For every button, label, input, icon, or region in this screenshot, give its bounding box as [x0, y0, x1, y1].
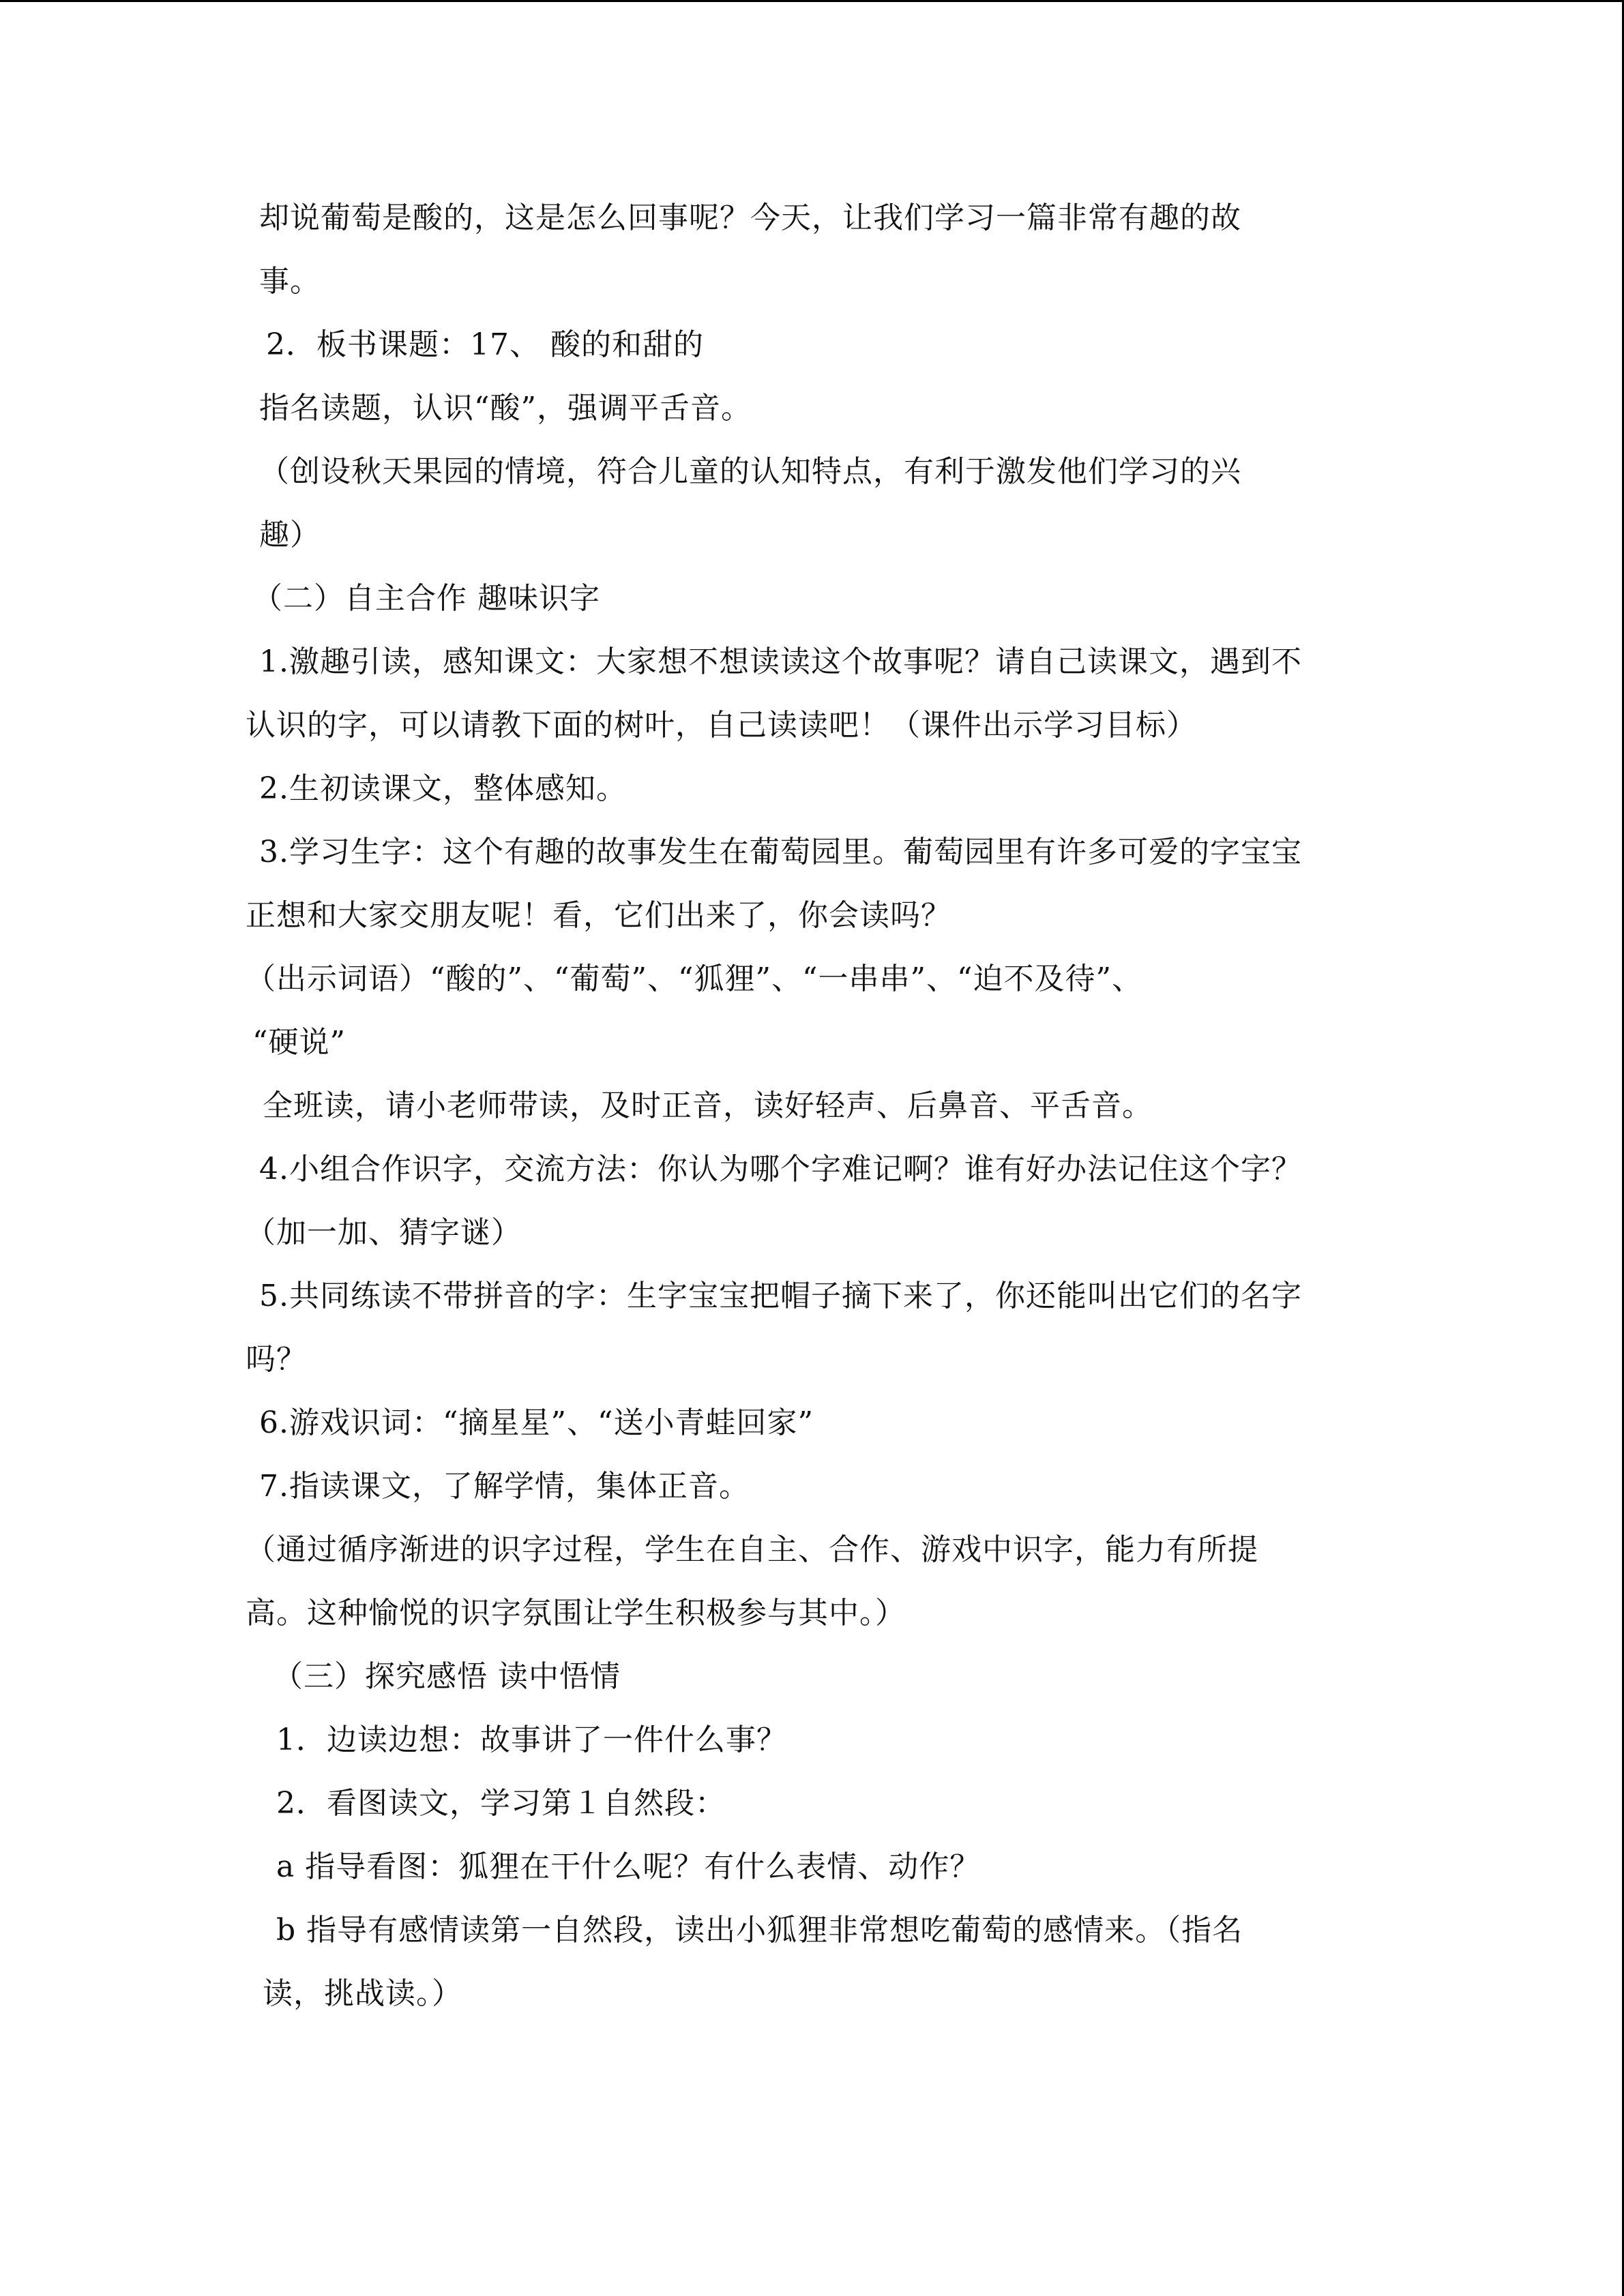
text-line: 6.游戏识词：“摘星星”、“送小青蛙回家” — [259, 1405, 814, 1440]
text-line: 1.激趣引读，感知课文：大家想不想读读这个故事呢？请自己读课文，遇到不 — [259, 644, 1302, 679]
text-line: （加一加、猜字谜） — [246, 1215, 522, 1250]
text-line: （出示词语）“酸的”、“葡萄”、“狐狸”、“一串串”、“迫不及待”、 — [246, 961, 1142, 996]
text-line: （创设秋天果园的情境，符合儿童的认知特点，有利于激发他们学习的兴 — [259, 454, 1241, 489]
text-line: b 指导有感情读第一自然段，读出小狐狸非常想吃葡萄的感情来。（指名 — [276, 1913, 1243, 1948]
page-border-top — [0, 0, 1624, 2]
text-line: 认识的字，可以请教下面的树叶，自己读读吧！（课件出示学习目标） — [246, 708, 1197, 743]
text-line: 2．板书课题：17、 酸的和甜的 — [266, 327, 704, 362]
text-line: 事。 — [259, 264, 321, 299]
text-line: 读，挑战读。） — [263, 1976, 462, 2011]
text-line: 2.生初读课文，整体感知。 — [259, 771, 627, 806]
text-line: 7.指读课文，了解学情，集体正音。 — [259, 1469, 750, 1504]
text-line: 高。这种愉悦的识字氛围让学生积极参与其中。） — [246, 1596, 906, 1630]
text-line: 吗？ — [246, 1342, 307, 1377]
text-line: （通过循序渐进的识字过程，学生在自主、合作、游戏中识字，能力有所提 — [246, 1532, 1258, 1567]
text-line: 5.共同练读不带拼音的字：生字宝宝把帽子摘下来了，你还能叫出它们的名字 — [259, 1279, 1302, 1313]
section-heading: （三）探究感悟 读中悟情 — [273, 1659, 621, 1694]
text-line: 4.小组合作识字，交流方法：你认为哪个字难记啊？谁有好办法记住这个字？ — [259, 1152, 1302, 1187]
text-line: 指名读题，认识“酸”，强调平舌音。 — [259, 391, 752, 426]
text-line: a 指导看图：狐狸在干什么呢？有什么表情、动作？ — [276, 1849, 981, 1884]
text-line: 正想和大家交朋友呢！看，它们出来了，你会读吗？ — [246, 898, 951, 933]
text-line: 全班读，请小老师带读，及时正音，读好轻声、后鼻音、平舌音。 — [263, 1088, 1153, 1123]
text-line: 3.学习生字：这个有趣的故事发生在葡萄园里。葡萄园里有许多可爱的字宝宝 — [259, 835, 1302, 869]
text-line: 2．看图读文，学习第１自然段： — [276, 1786, 726, 1821]
section-heading: （二）自主合作 趣味识字 — [252, 581, 600, 616]
text-line: 趣） — [259, 518, 321, 552]
text-line: “硬说” — [252, 1025, 346, 1060]
text-line: 1．边读边想：故事讲了一件什么事？ — [276, 1723, 787, 1757]
text-line: 却说葡萄是酸的，这是怎么回事呢？今天，让我们学习一篇非常有趣的故 — [259, 200, 1241, 235]
